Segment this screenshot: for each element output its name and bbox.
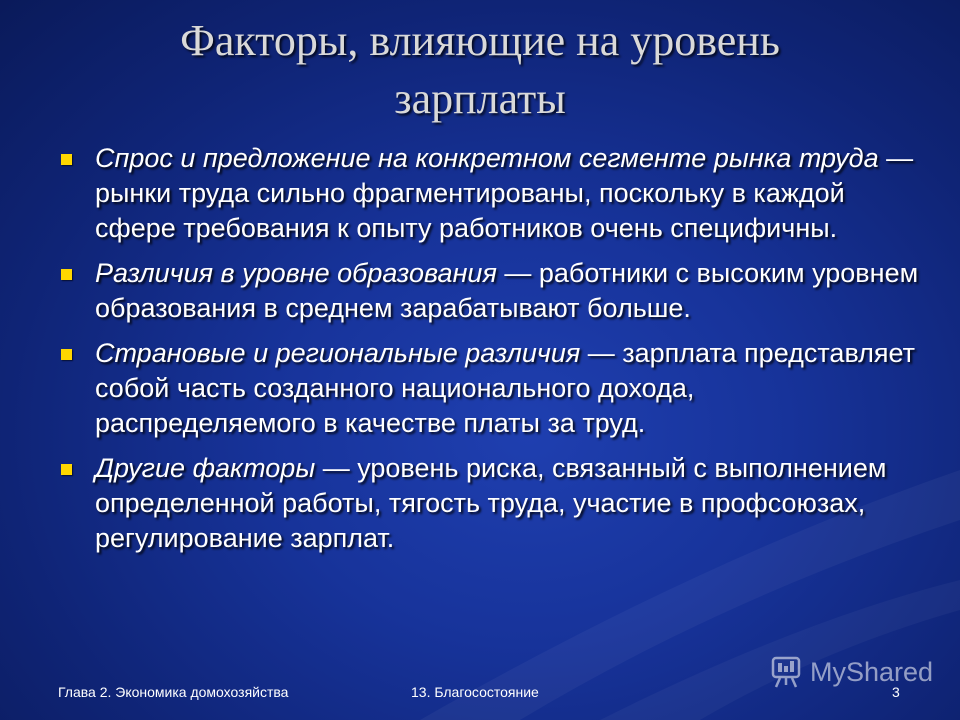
bullet-text: — работники с высоким уровнем образования в среднем зарабатывают больше. [95,258,919,323]
square-bullet-icon [61,464,72,475]
bullet-item [60,256,920,326]
bullet-term: Страновые и региональные различия [95,338,581,368]
bullet-term: Другие факторы [95,453,316,483]
bullet-text: — зарплата представляет собой часть созданного национального дохода, распределяемого в качестве платы за труд. [95,338,916,438]
slide-title [60,12,900,128]
footer-section: 13. Благосостояние [411,684,539,700]
bullet-term: Различия в уровне образования [95,258,497,288]
watermark-text: MyShared [810,656,934,687]
myshared-watermark[interactable] [768,654,933,690]
square-bullet-icon [61,154,72,165]
presentation-board-icon [768,654,804,690]
title-line-1: Факторы, влияющие на уровень [180,16,780,65]
bullet-item [60,141,920,246]
bullet-item [60,336,920,441]
title-line-2: зарплаты [394,74,566,123]
bullet-item [60,451,920,556]
square-bullet-icon [61,269,72,280]
bullet-text: — уровень риска, связанный с выполнением определенной работы, тягость труда, участие в профсоюзах, регулирование зарплат. [95,453,887,553]
square-bullet-icon [61,349,72,360]
page-number: 3 [892,684,900,700]
bullet-text: — рынки труда сильно фрагментированы, поскольку в каждой сфере требования к опыту работников очень специфичны. [95,143,914,243]
bullet-term: Спрос и предложение на конкретном сегменте рынка труда [95,143,879,173]
footer-chapter: Глава 2. Экономика домохозяйства [58,684,289,700]
bullet-list [60,141,920,566]
